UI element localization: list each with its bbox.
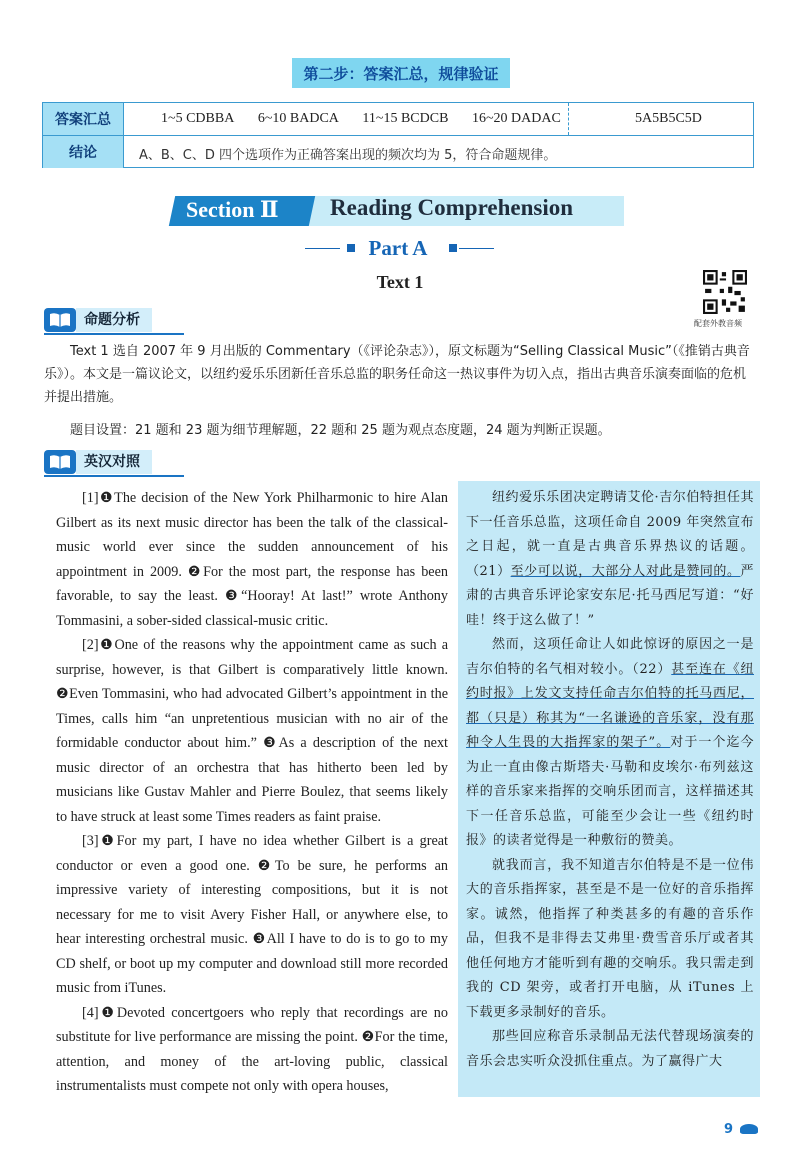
decor-square-icon	[347, 244, 355, 252]
english-paragraph: [2]❶One of the reasons why the appointment came as such a surprise, however, is that Gilbert is comparatively little known. ❷Even Tommasini, who had advocated Gilbert’s appointment in the Times, calls him “an unpretentious musician with no air of the formidable conductor about him.” ❸As a description of the next music director of an orchestra that has hitherto been led by musicians like Gustav Mahler and Pierre Boulez, that seems likely to have struck at least some Times readers as faint praise.	[56, 637, 448, 825]
answer-row	[43, 103, 753, 136]
answer-group: 1~5 CDBBA	[161, 111, 235, 126]
question-types-paragraph: 题目设置：21 题和 23 题为细节理解题，22 题和 25 题为观点态度题，24 题为判断正误题。	[70, 423, 611, 438]
chinese-paragraph	[466, 486, 754, 633]
conclusion-row	[43, 136, 753, 168]
part-title: Part A	[368, 236, 428, 260]
qr-caption: 配套外教音频	[694, 319, 742, 328]
page-number: 9	[724, 1122, 734, 1137]
chinese-paragraph: 那些回应称音乐录制品无法代替现场演奏的音乐会忠实听众没抓住重点。为了赢得广大	[466, 1029, 754, 1069]
answer-summary-table	[42, 102, 754, 168]
qr-code-icon[interactable]	[703, 270, 747, 314]
heading-underline	[44, 333, 184, 335]
decor-line	[305, 248, 340, 249]
bilingual-heading	[44, 450, 152, 474]
heading-underline	[44, 475, 184, 477]
divider	[568, 103, 569, 135]
underlined-sentence: 至少可以说，大部分人对此是赞同的。	[510, 563, 741, 579]
decor-line	[459, 248, 494, 249]
answer-groups	[161, 111, 581, 127]
chinese-paragraph	[466, 633, 754, 854]
answer-sequence: 5A5B5C5D	[635, 111, 702, 126]
analysis-heading-text: 命题分析	[76, 308, 152, 332]
section-number: Section Ⅱ	[186, 197, 279, 222]
chinese-paragraph: 就我而言，我不知道吉尔伯特是不是一位伟大的音乐指挥家，甚至是不是一位好的音乐指挥家。诚然，他指挥了种类甚多的有趣的音乐作品，但我不是非得去艾弗里·费雪音乐厅或者其他任何地方才能听到有趣的交响乐。我只需走到我的 CD 架旁，或者打开电脑，从 iTunes 上下载更多录制好的音乐。	[466, 857, 754, 1020]
decor-square-icon	[449, 244, 457, 252]
english-paragraph: [3]❶For my part, I have no idea whether Gilbert is a great conductor or even a good one. ❷To be sure, he performs an impressive variety of interesting compositions, but it is not necessary for me to visit Avery Fisher Hall, or anywhere else, to hear interesting orchestral music. ❸All I have to do is to go to my CD shelf, or boot up my computer and download still more recorded music from iTunes.	[56, 833, 448, 996]
answer-group: 11~15 BCDCB	[362, 111, 449, 126]
answer-group: 6~10 BADCA	[257, 111, 339, 126]
book-icon	[44, 450, 76, 474]
conclusion-label: 结论	[43, 136, 124, 168]
analysis-heading	[44, 308, 152, 332]
chinese-sentence: 严肃的古典音乐评论家安东尼·托马西尼写道：“好哇！终于这么做了！”	[466, 563, 754, 628]
chinese-sentence: 对于一个迄今为止一直由像古斯塔夫·马勒和皮埃尔·布列兹这样的音乐家来指挥的交响乐团而言，这样描述其下一任音乐总监，可能至少会让一些《纽约时报》的读者觉得是一种敷衍的赞美。	[466, 735, 754, 848]
underlined-sentence: 甚至连在《纽约时报》上发文支持任命吉尔伯特的托马西尼，都（只是）称其为“一名谦逊的音乐家，没有那种令人生畏的大指挥家的架子”。	[466, 661, 754, 750]
conclusion-text: A、B、C、D 四个选项作为正确答案出现的频次均为 5，符合命题规律。	[139, 148, 557, 163]
bilingual-heading-text: 英汉对照	[76, 450, 152, 474]
chinese-sentence: 然而，这项任命让人如此惊讶的原因之一是吉尔伯特的名气相对较小。（22）	[466, 637, 754, 677]
english-paragraph: [4]❶Devoted concertgoers who reply that recordings are no substitute for live performance are missing the point. ❷For the time, attention, and money of the art-loving public, classical instrumentalists must compete not only with opera houses,	[56, 1004, 448, 1094]
text-title: Text 1	[376, 272, 424, 292]
step-title: 第二步：答案汇总，规律验证	[292, 58, 510, 88]
page-decor-icon	[740, 1124, 758, 1134]
chinese-text	[466, 486, 754, 1074]
book-icon	[44, 308, 76, 332]
answer-summary-label: 答案汇总	[43, 103, 124, 135]
part-heading	[305, 236, 491, 261]
section-title: Reading Comprehension	[330, 195, 574, 220]
chinese-sentence: 纽约爱乐乐团决定聘请艾伦·吉尔伯特担任其下一任音乐总监，这项任命自 2009 年突然宣布之日起，就一直是古典音乐界热议的话题。（21）	[466, 490, 754, 579]
english-paragraph: [1]❶The decision of the New York Philharmonic to hire Alan Gilbert as its next music director has been the talk of the classical-music world ever since the sudden announcement of his appointment in 2009. ❷For the most part, the response has been favorable, to say the least. ❸“Hooray! At last!” wrote Anthony Tommasini, a sober-sided classical-music critic.	[56, 490, 448, 629]
answer-group: 16~20 DADAC	[471, 111, 561, 126]
english-text	[56, 486, 448, 1099]
analysis-paragraph: Text 1 选自 2007 年 9 月出版的 Commentary（《评论杂志》），原文标题为“Selling Classical Music”（《推销古典音乐》）。本文是一篇议论文，以纽约爱乐乐团新任音乐总监的职务任命这一热议事件为切入点，指出古典音乐演奏面临的危机并提出措施。	[44, 344, 750, 405]
